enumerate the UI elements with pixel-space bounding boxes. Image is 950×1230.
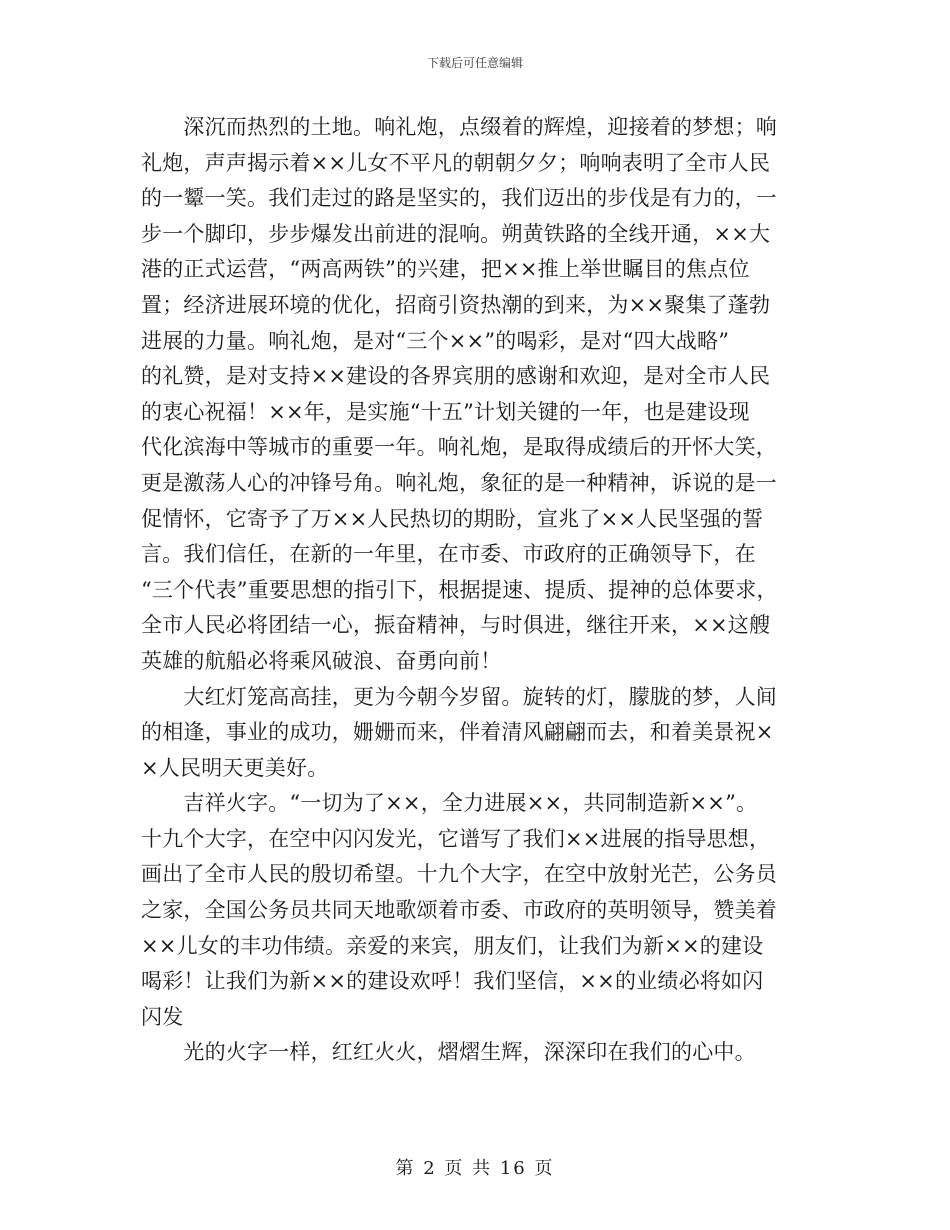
text-line: 光的火字一样，红红火火，熠熠生辉，深深印在我们的心中。 [141,1040,756,1065]
text-line: 进展的力量。响礼炮，是对“三个××”的喝彩，是对“四大战略” [141,328,730,353]
text-line: 代化滨海中等城市的重要一年。响礼炮，是取得成绩后的开怀大笑， [141,435,777,460]
text-line: 促情怀，它寄予了万××人民热切的期盼，宣兆了××人民坚强的誓 [141,506,764,531]
text-line: 画出了全市人民的殷切希望。十九个大字，在空中放射光芒，公务员 [141,862,777,887]
paragraph-1 [141,110,801,680]
text-line: 之家，全国公务员共同天地歌颂着市委、市政府的英明领导，赞美着 [141,898,777,923]
text-line: 言。我们信任，在新的一年里，在市委、市政府的正确领导下，在 [141,542,756,567]
text-line: 的相逢，事业的成功，姗姗而来，伴着清风翩翩而去，和着美景祝× [141,720,774,745]
page-number: 第 2 页 共 16 页 [395,1158,555,1179]
text-line: 的礼赞，是对支持××建设的各界宾朋的感谢和欢迎，是对全市人民 [141,364,771,389]
text-line: 港的正式运营，“两高两铁”的兴建，把××推上举世瞩目的焦点位 [141,257,750,282]
text-line: 吉祥火字。“一切为了××，全力进展××，共同制造新××”。 [141,791,758,816]
text-line: 十九个大字，在空中闪闪发光，它谱写了我们××进展的指导思想， [141,826,771,851]
text-line: 步一个脚印，步步爆发出前进的混响。朔黄铁路的全线开通，××大 [141,221,771,246]
paragraph-4 [141,1035,801,1071]
text-line: 的衷心祝福！××年，是实施“十五”计划关键的一年，也是建设现 [141,399,750,424]
text-line: 英雄的航船必将乘风破浪、奋勇向前！ [141,648,502,673]
text-line: 喝彩！让我们为新××的建设欢呼！我们坚信，××的业绩必将如闪 [141,969,764,994]
text-line: “三个代表”重要思想的指引下，根据提速、提质、提神的总体要求， [141,577,778,602]
text-line: 闪发 [141,1004,184,1029]
paragraph-3 [141,786,801,1035]
text-line: 大红灯笼高高挂，更为今朝今岁留。旋转的灯，朦胧的梦，人间 [141,684,777,709]
document-body [141,110,801,1071]
paragraph-2 [141,680,801,787]
header-note: 下载后可任意编辑 [426,56,523,70]
text-line: 更是激荡人心的冲锋号角。响礼炮，象征的是一种精神，诉说的是一 [141,470,777,495]
text-line: 置；经济进展环境的优化，招商引资热潮的到来，为××聚集了蓬勃 [141,292,771,317]
text-line: ××儿女的丰功伟绩。亲爱的来宾，朋友们，让我们为新××的建设 [141,933,764,958]
text-line: ×人民明天更美好。 [141,755,329,780]
text-line: 礼炮，声声揭示着××儿女不平凡的朝朝夕夕；响响表明了全市人民 [141,150,771,175]
text-line: 的一颦一笑。我们走过的路是坚实的，我们迈出的步伐是有力的，一 [141,186,777,211]
text-line: 深沉而热烈的土地。响礼炮，点缀着的辉煌，迎接着的梦想；响 [141,115,777,139]
text-line: 全市人民必将团结一心，振奋精神，与时俱进，继往开来，××这艘 [141,613,771,638]
